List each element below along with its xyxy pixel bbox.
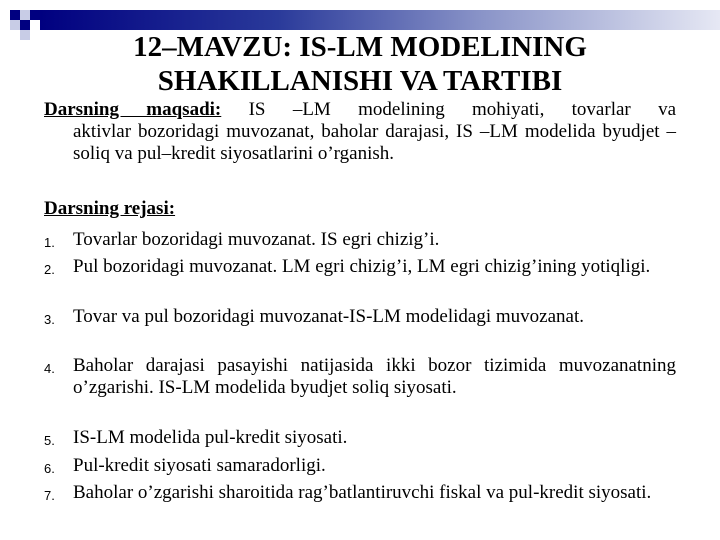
plan-item [44,482,676,504]
title-line-2: SHAKILLANISHI VA TARTIBI [157,65,563,97]
aim-label: Darsning maqsadi: [44,99,222,120]
plan-item-text: IS-LM modelida pul-kredit siyosati. [73,427,348,448]
aim-text-rest: aktivlar bozoridagi muvozanat, baholar darajasi, IS –LM modelida byudjet –soliq va pul–kredit siyosatlarini o’rganish. [73,121,676,164]
plan-item [44,256,676,278]
deco-square [10,10,20,20]
plan-item [44,306,676,328]
deco-square [20,10,30,20]
plan-item-number: 4. [44,361,55,376]
plan-item-text: Pul bozoridagi muvozanat. LM egri chizig’i, LM egri chizig’ining yotiqligi. [73,256,651,277]
aim-text-first: IS –LM modelining mohiyati, tovarlar va [221,99,676,120]
plan-item-text: Tovar va pul bozoridagi muvozanat-IS-LM modelidagi muvozanat. [73,306,584,327]
slide-title [0,30,720,98]
plan-item-number: 1. [44,235,55,250]
plan-heading: Darsning rejasi: [44,198,176,219]
deco-square [30,10,40,20]
header-gradient-bar [40,10,720,30]
title-line-1: 12–MAVZU: IS-LM MODELINING [133,31,587,63]
aim-first-line [44,99,676,121]
plan-item-number: 5. [44,433,55,448]
plan-item-number: 6. [44,461,55,476]
plan-item-text: Pul-kredit siyosati samaradorligi. [73,455,326,476]
plan-item [44,427,676,449]
plan-item-number: 3. [44,312,55,327]
plan-item-text: Tovarlar bozoridagi muvozanat. IS egri chizig’i. [73,229,440,250]
plan-item-text: Baholar o’zgarishi sharoitida rag’batlantiruvchi fiskal va pul-kredit siyosati. [73,482,652,503]
plan-item [44,229,676,251]
lesson-aim [44,99,676,165]
plan-item-text: Baholar darajasi pasayishi natijasida ikki bozor tizimida muvozanatning o’zgarishi. IS-LM modelida byudjet soliq siyosati. [73,355,676,398]
deco-square [20,20,30,30]
plan-item [44,455,676,477]
plan-item-number: 7. [44,488,55,503]
plan-item-number: 2. [44,262,55,277]
deco-square [10,20,20,30]
plan-item [44,355,676,399]
